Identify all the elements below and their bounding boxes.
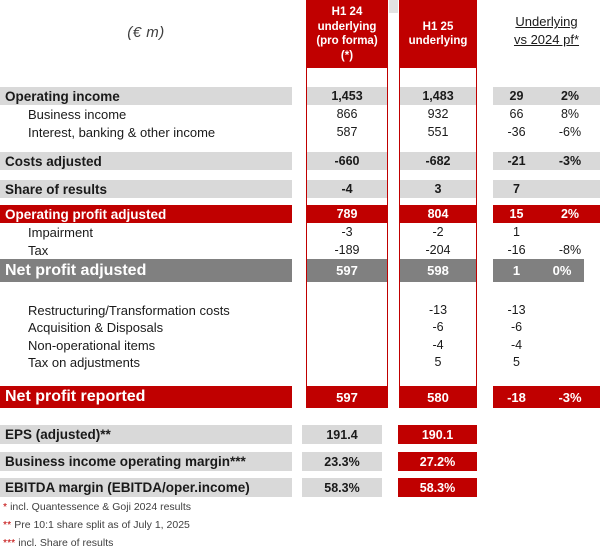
header-line: underlying: [408, 35, 468, 47]
header-line: Underlying: [515, 14, 578, 29]
kpi-label: EPS (adjusted)**: [0, 425, 292, 444]
table-row: [0, 336, 601, 354]
value-h1-25: 580: [399, 386, 477, 408]
value-h1-25: 598: [400, 259, 476, 282]
delta-value: 7: [513, 182, 520, 196]
delta-pct: 0%: [552, 263, 572, 278]
row-label: Acquisition & Disposals: [28, 319, 164, 335]
value-h1-25: -2: [432, 225, 444, 239]
table-row: [0, 205, 601, 223]
row-label: Net profit reported: [0, 386, 292, 408]
kpi-value-h1-24: 23.3%: [302, 452, 382, 471]
delta-block: [493, 123, 600, 141]
row-label: Business income: [28, 106, 127, 122]
delta-block: [493, 152, 600, 170]
table-row: [0, 105, 601, 123]
delta-block: [493, 105, 600, 123]
kpi-value-h1-25: 190.1: [398, 425, 477, 444]
table-row: [0, 223, 601, 241]
delta-block: [493, 241, 600, 259]
delta-value: 5: [513, 355, 520, 369]
row-label: Operating profit adjusted: [0, 205, 292, 223]
value-h1-24: 597: [307, 259, 387, 282]
delta-value: -18: [507, 389, 526, 405]
delta-value: 29: [509, 89, 524, 103]
delta-block: [493, 301, 600, 319]
footnote-line: [3, 537, 113, 549]
table-row: [0, 318, 601, 336]
row-label: Non-operational items: [28, 337, 156, 353]
kpi-row: [0, 425, 601, 444]
delta-block: [493, 180, 600, 198]
delta-value: -4: [510, 338, 523, 352]
row-label: Costs adjusted: [0, 152, 292, 170]
delta-pct: -3%: [558, 389, 582, 405]
row-label: Tax on adjustments: [28, 354, 141, 370]
value-h1-25: 3: [400, 180, 476, 198]
value-h1-24: -3: [341, 225, 353, 239]
value-h1-24: 587: [336, 125, 358, 139]
table-row: [0, 259, 601, 282]
value-h1-25: -13: [428, 303, 448, 317]
delta-pct: -3%: [558, 154, 582, 168]
table-row: [0, 180, 601, 198]
row-label: Tax: [28, 242, 49, 258]
delta-pct: 8%: [560, 107, 580, 121]
column-header-h1-24: [306, 0, 388, 68]
header-line: H1 25: [422, 20, 454, 33]
unit-label: (€ m): [127, 23, 165, 41]
delta-block: [493, 386, 600, 408]
row-label: Share of results: [0, 180, 292, 198]
delta-block: [493, 87, 600, 105]
kpi-label: Business income operating margin***: [0, 452, 292, 471]
row-label: Operating income: [0, 87, 292, 105]
delta-value: 1: [512, 263, 521, 278]
value-h1-25: 932: [427, 107, 449, 121]
kpi-row: [0, 478, 601, 497]
delta-block: [493, 336, 600, 354]
kpi-value-h1-24: 191.4: [302, 425, 382, 444]
footnote-stars: **: [3, 519, 12, 531]
row-label: Restructuring/Transformation costs: [28, 302, 230, 318]
header-line: (*): [340, 49, 354, 62]
delta-pct: -8%: [558, 243, 582, 257]
column-header-delta: [493, 13, 600, 48]
column-header-h1-25: [399, 0, 477, 68]
header-gap-notch: [389, 0, 398, 13]
kpi-row: [0, 452, 601, 471]
delta-value: -21: [507, 154, 526, 168]
value-h1-24: -189: [334, 243, 360, 257]
row-label: Net profit adjusted: [0, 259, 292, 282]
delta-value: 1: [513, 225, 520, 239]
row-label: Interest, banking & other income: [28, 124, 216, 140]
value-h1-25: -682: [400, 152, 476, 170]
delta-block: [493, 318, 600, 336]
table-row: [0, 152, 601, 170]
value-h1-25: 1,483: [400, 87, 476, 105]
footnote-stars: ***: [3, 537, 16, 549]
delta-value: -36: [507, 125, 526, 139]
delta-block: [493, 205, 600, 223]
table-row: [0, 386, 601, 408]
footnote-line: [3, 519, 190, 531]
kpi-label: EBITDA margin (EBITDA/oper.income): [0, 478, 292, 497]
row-label: Impairment: [28, 224, 94, 240]
kpi-value-h1-25: 27.2%: [398, 452, 477, 471]
value-h1-25: -4: [432, 338, 444, 352]
header-line: H1 24: [331, 6, 363, 18]
footnote-text: Pre 10:1 share split as of July 1, 2025: [14, 519, 190, 531]
header-line: vs 2024 pf*: [513, 31, 580, 47]
delta-value: -13: [507, 303, 526, 317]
table-row: [0, 301, 601, 319]
delta-block: [493, 259, 584, 282]
kpi-value-h1-24: 58.3%: [302, 478, 382, 497]
value-h1-25: -204: [425, 243, 451, 257]
footnote-line: [3, 501, 191, 513]
delta-block: [493, 353, 600, 371]
header-line: underlying: [317, 20, 377, 33]
table-row: [0, 241, 601, 259]
table-row: [0, 353, 601, 371]
value-h1-24: -4: [307, 180, 387, 198]
delta-pct: -6%: [558, 125, 582, 139]
delta-block: [493, 223, 600, 241]
header-line: (pro forma): [316, 35, 378, 47]
kpi-value-h1-25: 58.3%: [398, 478, 477, 497]
value-h1-25: 5: [434, 355, 442, 369]
value-h1-25: 804: [400, 205, 476, 223]
table-row: [0, 87, 601, 105]
delta-value: 66: [509, 107, 524, 121]
delta-value: 15: [509, 207, 524, 221]
footnote-text: incl. Share of results: [18, 537, 114, 549]
footnote-text: incl. Quantessence & Goji 2024 results: [10, 501, 192, 513]
value-h1-24: 866: [336, 107, 358, 121]
delta-pct: 2%: [560, 207, 580, 221]
value-h1-24: 1,453: [307, 87, 387, 105]
delta-value: -6: [510, 320, 523, 334]
value-h1-25: -6: [432, 320, 444, 334]
delta-value: -16: [507, 243, 526, 257]
value-h1-24: -660: [307, 152, 387, 170]
delta-pct: 2%: [560, 89, 580, 103]
table-row: [0, 123, 601, 141]
footnote-stars: *: [3, 501, 8, 513]
value-h1-24: 789: [307, 205, 387, 223]
value-h1-25: 551: [427, 125, 449, 139]
value-h1-24: 597: [306, 386, 388, 408]
